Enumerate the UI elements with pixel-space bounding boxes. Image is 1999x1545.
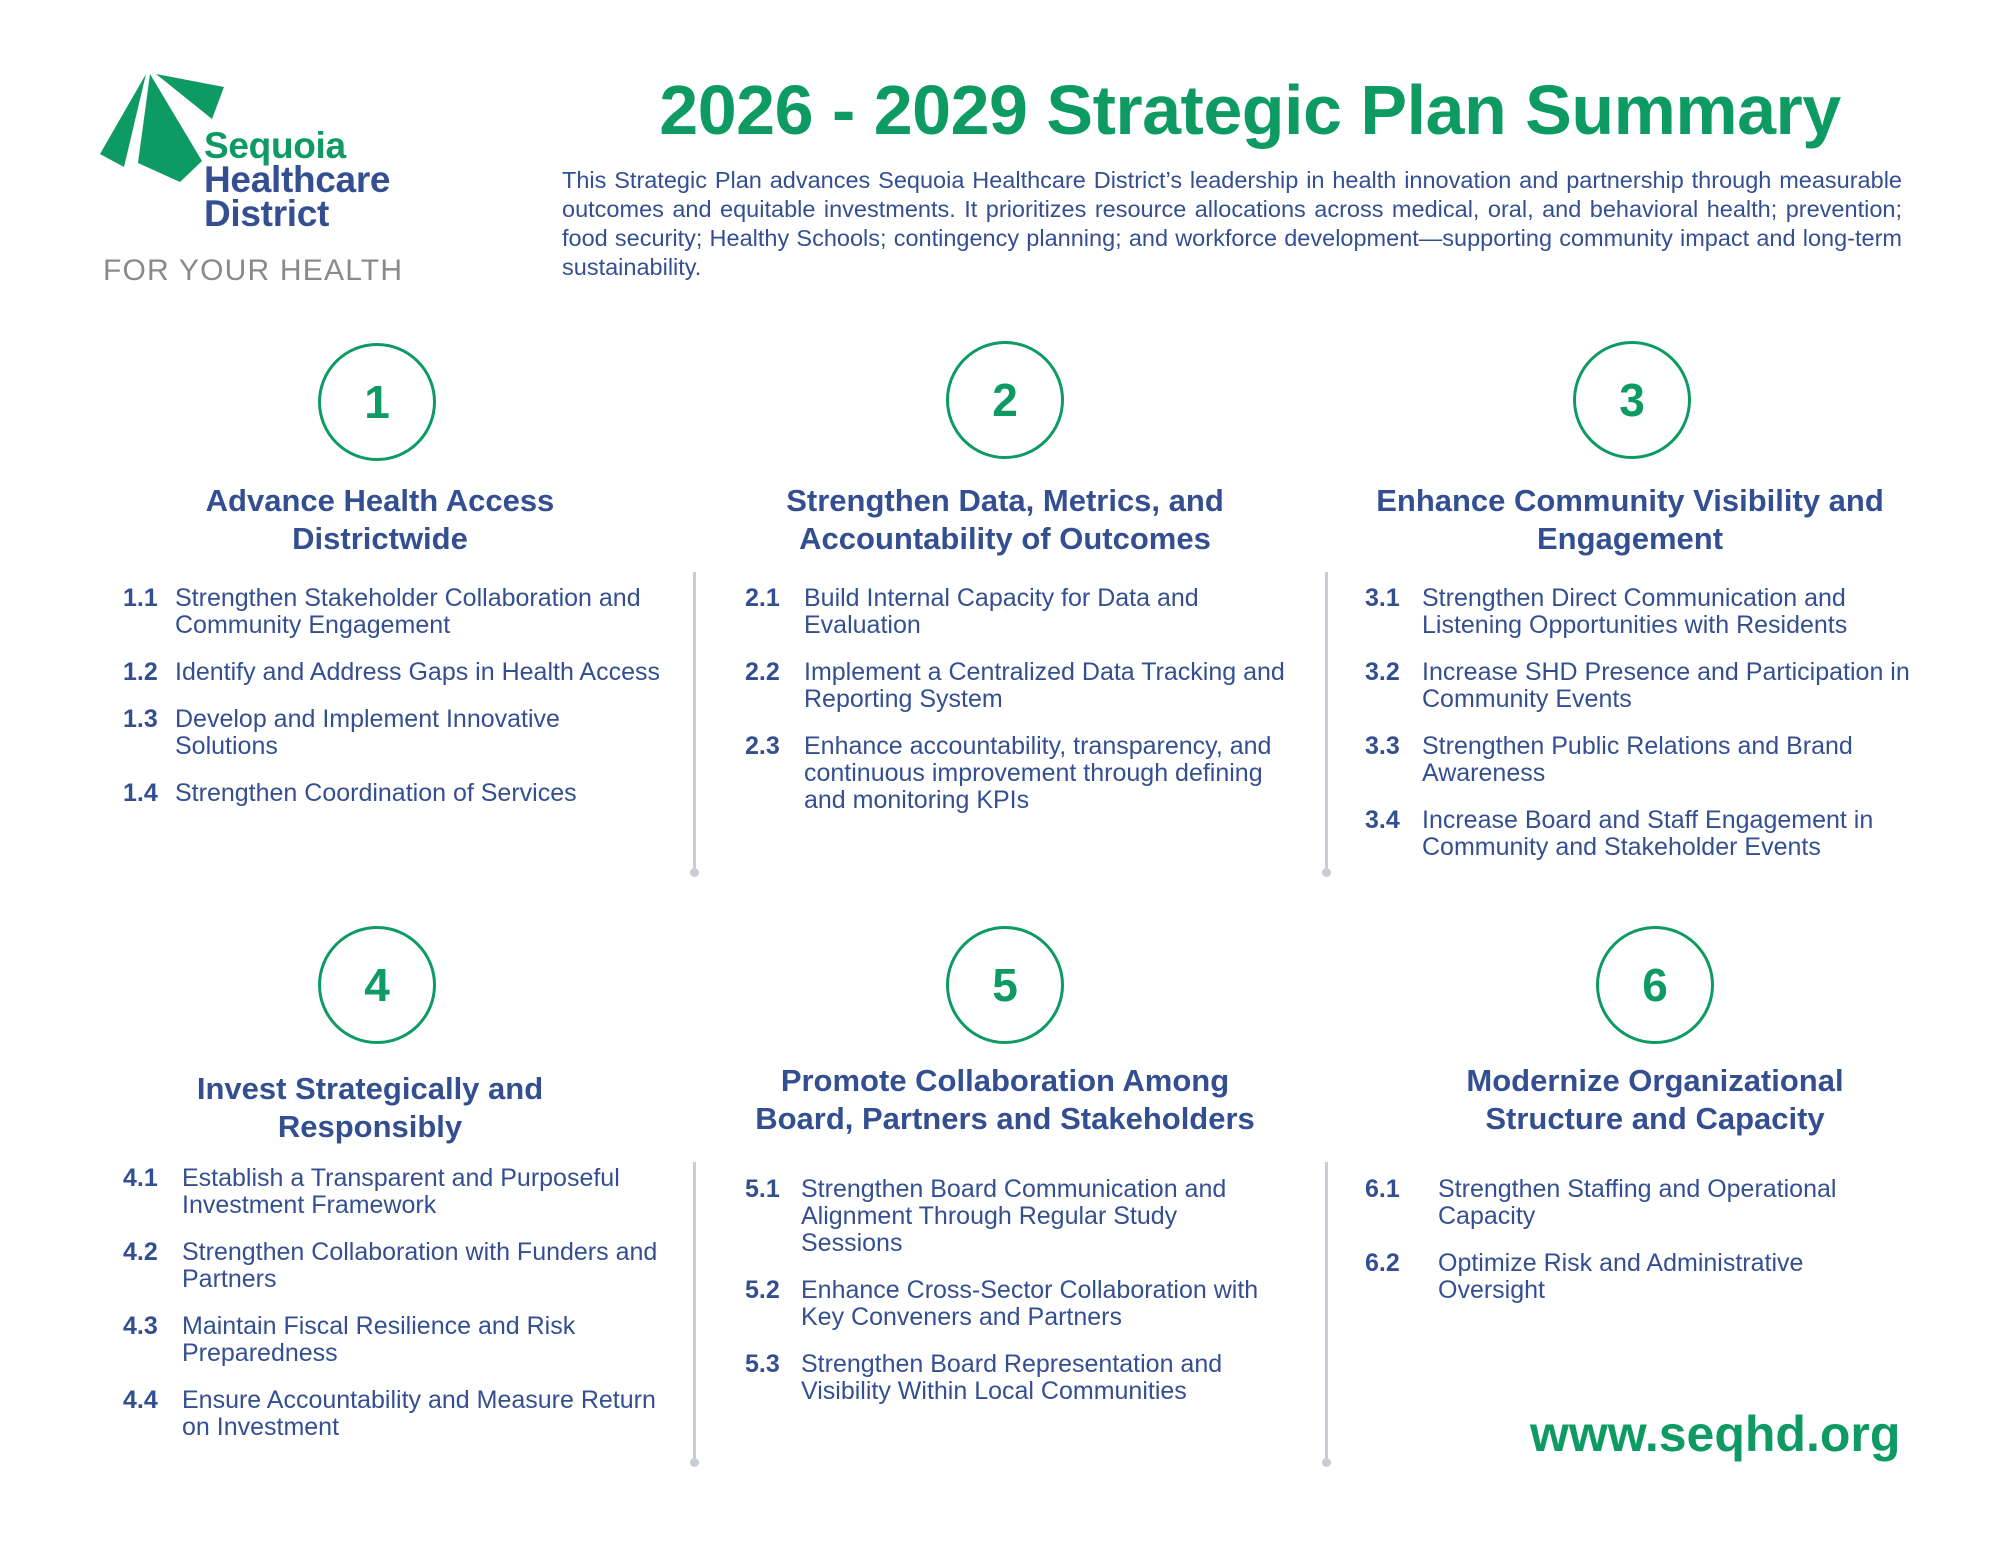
page-title: 2026 - 2029 Strategic Plan Summary bbox=[659, 71, 1841, 149]
objective-number: 6.1 bbox=[1365, 1175, 1400, 1203]
objective-item bbox=[745, 1176, 1285, 1257]
objective-text: Maintain Fiscal Resilience and Risk Preparedness bbox=[182, 1312, 576, 1367]
objective-list bbox=[123, 585, 663, 827]
objective-text: Increase SHD Presence and Participation in Community Events bbox=[1422, 658, 1910, 713]
objective-item bbox=[1365, 1176, 1895, 1230]
objective-number: 3.4 bbox=[1365, 806, 1400, 834]
goal-title: Strengthen Data, Metrics, and Accountability of Outcomes bbox=[786, 483, 1224, 556]
goal-number-badge: 3 bbox=[1573, 341, 1691, 459]
objective-item bbox=[123, 1239, 663, 1293]
objective-text: Strengthen Staffing and Operational Capacity bbox=[1438, 1175, 1837, 1230]
column-divider bbox=[693, 1162, 696, 1462]
objective-item bbox=[1365, 659, 1925, 713]
objective-number: 4.3 bbox=[123, 1312, 158, 1340]
objective-number: 5.1 bbox=[745, 1175, 780, 1203]
goal-title: Invest Strategically and Responsibly bbox=[196, 1071, 544, 1144]
objective-item bbox=[745, 1277, 1285, 1331]
objective-item bbox=[745, 585, 1285, 639]
goal-number-badge: 5 bbox=[946, 926, 1064, 1044]
objective-number: 1.3 bbox=[123, 705, 158, 733]
objective-number: 1.2 bbox=[123, 658, 158, 686]
goal-title: Enhance Community Visibility and Engagement bbox=[1376, 483, 1884, 556]
objective-text: Build Internal Capacity for Data and Evaluation bbox=[804, 584, 1199, 639]
objective-item bbox=[123, 585, 663, 639]
organization-name bbox=[204, 125, 391, 234]
objective-text: Strengthen Direct Communication and Listening Opportunities with Residents bbox=[1422, 584, 1848, 639]
objective-item bbox=[745, 659, 1285, 713]
logo-name-line2: Healthcare bbox=[204, 159, 391, 200]
organization-logo bbox=[100, 74, 430, 294]
objective-list bbox=[1365, 1176, 1895, 1324]
objective-item bbox=[123, 1165, 663, 1219]
goal-number-badge: 2 bbox=[946, 341, 1064, 459]
objective-item bbox=[745, 733, 1285, 814]
objective-item bbox=[123, 1387, 663, 1441]
objective-text: Strengthen Collaboration with Funders and Partners bbox=[182, 1238, 658, 1293]
objective-text: Enhance Cross-Sector Collaboration with Key Conveners and Partners bbox=[801, 1276, 1259, 1331]
objective-number: 3.1 bbox=[1365, 584, 1400, 612]
objective-text: Ensure Accountability and Measure Return on Investment bbox=[182, 1386, 656, 1441]
objective-item bbox=[1365, 1250, 1895, 1304]
objective-item bbox=[123, 659, 663, 686]
column-divider bbox=[1325, 572, 1328, 872]
objective-list bbox=[745, 1176, 1285, 1425]
objective-number: 4.4 bbox=[123, 1386, 158, 1414]
objective-number: 3.2 bbox=[1365, 658, 1400, 686]
objective-number: 1.1 bbox=[123, 584, 158, 612]
goal-title: Advance Health Access Districtwide bbox=[205, 483, 555, 556]
objective-number: 5.3 bbox=[745, 1350, 780, 1378]
objective-number: 1.4 bbox=[123, 779, 158, 807]
objective-text: Implement a Centralized Data Tracking and Reporting System bbox=[804, 658, 1285, 713]
objective-list bbox=[745, 585, 1285, 834]
objective-text: Identify and Address Gaps in Health Access bbox=[175, 658, 660, 686]
column-divider bbox=[1325, 1162, 1328, 1462]
objective-text: Strengthen Board Communication and Alignment Through Regular Study Sessions bbox=[801, 1175, 1227, 1257]
objective-item bbox=[123, 706, 663, 760]
objective-text: Optimize Risk and Administrative Oversight bbox=[1438, 1249, 1804, 1304]
objective-item bbox=[745, 1351, 1285, 1405]
logo-tagline: FOR YOUR HEALTH bbox=[103, 254, 404, 287]
objective-number: 2.1 bbox=[745, 584, 780, 612]
objective-list bbox=[1365, 585, 1925, 881]
objective-text: Develop and Implement Innovative Solutions bbox=[175, 705, 560, 760]
objective-number: 6.2 bbox=[1365, 1249, 1400, 1277]
goal-number-badge: 6 bbox=[1596, 926, 1714, 1044]
objective-number: 5.2 bbox=[745, 1276, 780, 1304]
objective-text: Strengthen Stakeholder Collaboration and Community Engagement bbox=[175, 584, 641, 639]
goal-number-badge: 4 bbox=[318, 926, 436, 1044]
goal-title: Promote Collaboration Among Board, Partners and Stakeholders bbox=[755, 1063, 1255, 1136]
objective-number: 3.3 bbox=[1365, 732, 1400, 760]
objective-number: 2.3 bbox=[745, 732, 780, 760]
goal-title: Modernize Organizational Structure and Capacity bbox=[1466, 1063, 1844, 1136]
objective-item bbox=[1365, 733, 1925, 787]
website-link[interactable]: www.seqhd.org bbox=[1530, 1406, 1901, 1462]
goal-number-badge: 1 bbox=[318, 343, 436, 461]
column-divider bbox=[693, 572, 696, 872]
logo-name-line3: District bbox=[204, 193, 330, 234]
logo-name-line1: Sequoia bbox=[204, 125, 346, 166]
objective-text: Strengthen Coordination of Services bbox=[175, 779, 577, 807]
objective-list bbox=[123, 1165, 663, 1461]
objective-number: 4.2 bbox=[123, 1238, 158, 1266]
objective-text: Strengthen Board Representation and Visibility Within Local Communities bbox=[801, 1350, 1223, 1405]
objective-number: 4.1 bbox=[123, 1164, 158, 1192]
objective-number: 2.2 bbox=[745, 658, 780, 686]
objective-text: Establish a Transparent and Purposeful Investment Framework bbox=[182, 1164, 620, 1219]
objective-item bbox=[1365, 807, 1925, 861]
objective-item bbox=[123, 1313, 663, 1367]
objective-text: Strengthen Public Relations and Brand Awareness bbox=[1422, 732, 1853, 787]
objective-item bbox=[123, 780, 663, 807]
intro-paragraph: This Strategic Plan advances Sequoia Healthcare District’s leadership in health innovation and partnership through measurable outcomes and equitable investments. It prioritizes resource allocations across medical, oral, and behavioral health; prevention; food security; Healthy Schools; contingency planning; and workforce development—supporting community impact and long-term sustainability. bbox=[562, 167, 1902, 280]
objective-text: Increase Board and Staff Engagement in Community and Stakeholder Events bbox=[1422, 806, 1874, 861]
objective-item bbox=[1365, 585, 1925, 639]
objective-text: Enhance accountability, transparency, and continuous improvement through defining and monitoring KPIs bbox=[804, 732, 1272, 814]
